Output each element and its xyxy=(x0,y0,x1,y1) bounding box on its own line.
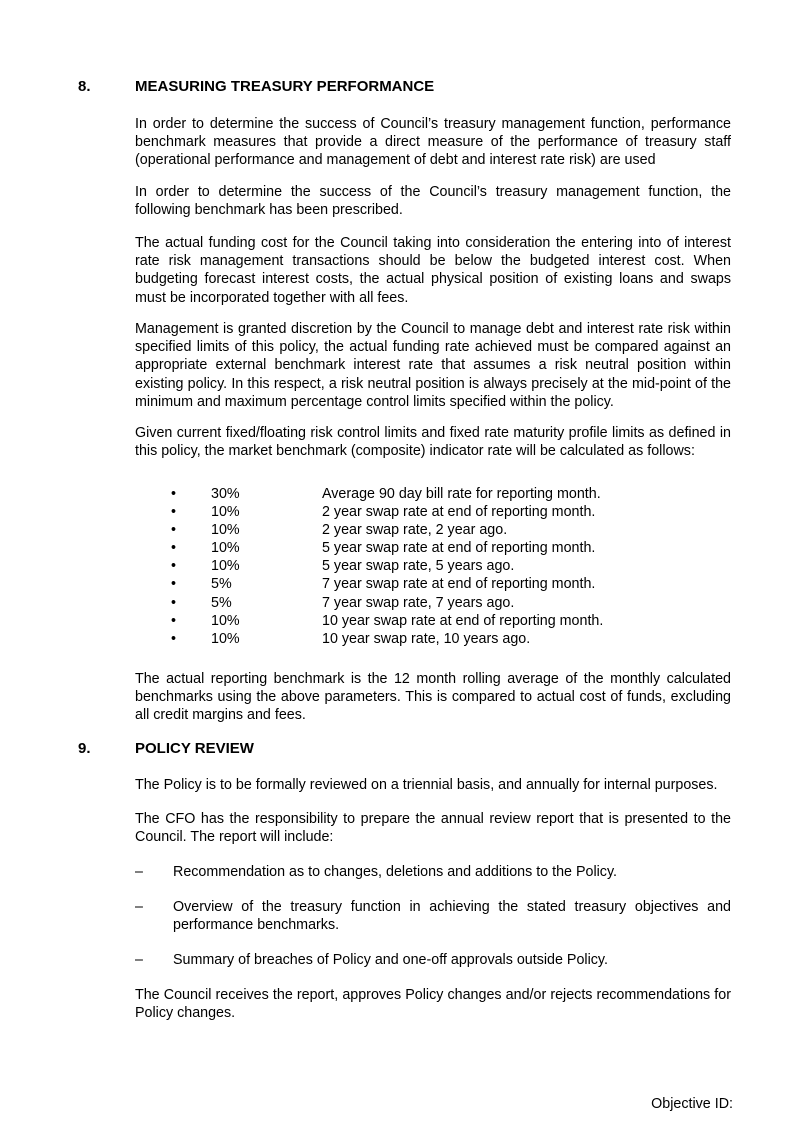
section-8-paragraph-2: In order to determine the success of the Council’s treasury management function, the following benchmark has been prescribed. xyxy=(135,184,731,219)
benchmark-item xyxy=(135,539,731,557)
review-item-text: Recommendation as to changes, deletions and additions to the Policy. xyxy=(173,864,618,880)
bullet-icon: • xyxy=(171,486,177,502)
bullet-icon: • xyxy=(171,630,177,647)
benchmark-item xyxy=(135,594,731,612)
benchmark-percent: 10% xyxy=(211,630,240,647)
section-8-title: MEASURING TREASURY PERFORMANCE xyxy=(135,78,435,95)
section-8-heading xyxy=(78,78,434,95)
bullet-icon: • xyxy=(171,522,177,539)
review-item-text: Summary of breaches of Policy and one-off approvals outside Policy. xyxy=(173,952,608,968)
section-8-number: 8. xyxy=(78,78,91,95)
benchmark-percent: 30% xyxy=(211,486,240,502)
benchmark-percent: 10% xyxy=(211,522,240,539)
section-8-paragraph-1: In order to determine the success of Council’s treasury management function, performance benchmark measures that provide a direct measure of the performance of treasury staff (operational performance and management of debt and interest rate risk) are used xyxy=(135,116,731,169)
benchmark-item xyxy=(135,521,731,539)
benchmark-item xyxy=(135,612,731,630)
benchmark-item xyxy=(135,557,731,575)
section-8-paragraph-5: Given current fixed/floating risk control limits and fixed rate maturity profile limits as defined in this policy, the market benchmark (composite) indicator rate will be calculated as follows: xyxy=(135,425,731,460)
section-8-paragraph-4: Management is granted discretion by the Council to manage debt and interest rate risk within specified limits of this policy, the actual funding rate achieved must be compared against an appropriate external benchmark interest rate that assumes a risk neutral position within existing policy. In this respect, a risk neutral position is always precisely at the mid-point of the minimum and maximum percentage control limits specified within the policy. xyxy=(135,321,731,410)
review-item-text: Overview of the treasury function in achieving the stated treasury objectives and performance benchmarks. xyxy=(173,899,731,934)
benchmark-item xyxy=(135,575,731,593)
benchmark-list xyxy=(135,485,731,648)
benchmark-percent: 5% xyxy=(211,576,232,593)
objective-id-label: Objective ID: xyxy=(651,1096,733,1112)
benchmark-item xyxy=(135,485,731,503)
dash-icon: – xyxy=(135,899,143,915)
benchmark-description: 7 year swap rate, 7 years ago. xyxy=(322,594,515,611)
section-8-closing: The actual reporting benchmark is the 12 month rolling average of the monthly calculated benchmarks using the above parameters. This is compared to actual cost of funds, excluding all credit margins and fees. xyxy=(135,671,731,724)
review-item xyxy=(135,863,731,881)
bullet-icon: • xyxy=(171,558,177,575)
section-9-title: POLICY REVIEW xyxy=(135,740,254,757)
benchmark-description: 5 year swap rate at end of reporting month. xyxy=(322,540,596,557)
dash-icon: – xyxy=(135,864,143,880)
dash-icon: – xyxy=(135,952,143,968)
review-item xyxy=(135,951,731,969)
bullet-icon: • xyxy=(171,540,177,557)
section-9-paragraph-1: The Policy is to be formally reviewed on a triennial basis, and annually for internal purposes. xyxy=(135,777,718,793)
bullet-icon: • xyxy=(171,612,177,629)
benchmark-percent: 5% xyxy=(211,594,232,611)
bullet-icon: • xyxy=(171,504,177,521)
bullet-icon: • xyxy=(171,576,177,593)
review-item xyxy=(135,898,731,934)
benchmark-item xyxy=(135,630,731,648)
section-8-paragraph-3: The actual funding cost for the Council taking into consideration the entering into of interest rate risk management transactions should be below the budgeted interest cost. When budgeting forecast interest costs, the actual physical position of existing loans and swaps must be incorporated together with all fees. xyxy=(135,235,731,306)
benchmark-description: 5 year swap rate, 5 years ago. xyxy=(322,558,515,575)
benchmark-description: 2 year swap rate, 2 year ago. xyxy=(322,522,508,539)
benchmark-description: 7 year swap rate at end of reporting month. xyxy=(322,576,596,593)
benchmark-description: 10 year swap rate at end of reporting month. xyxy=(322,612,604,629)
section-9-heading xyxy=(78,740,254,757)
benchmark-percent: 10% xyxy=(211,612,240,629)
bullet-icon: • xyxy=(171,594,177,611)
benchmark-description: Average 90 day bill rate for reporting month. xyxy=(322,486,601,502)
benchmark-item xyxy=(135,503,731,521)
section-9-number: 9. xyxy=(78,740,91,757)
section-9-closing: The Council receives the report, approves Policy changes and/or rejects recommendations for Policy changes. xyxy=(135,987,731,1022)
benchmark-description: 10 year swap rate, 10 years ago. xyxy=(322,630,531,647)
benchmark-percent: 10% xyxy=(211,540,240,557)
benchmark-percent: 10% xyxy=(211,504,240,521)
benchmark-percent: 10% xyxy=(211,558,240,575)
section-9-paragraph-2: The CFO has the responsibility to prepare the annual review report that is presented to the Council. The report will include: xyxy=(135,811,731,846)
benchmark-description: 2 year swap rate at end of reporting month. xyxy=(322,504,596,521)
